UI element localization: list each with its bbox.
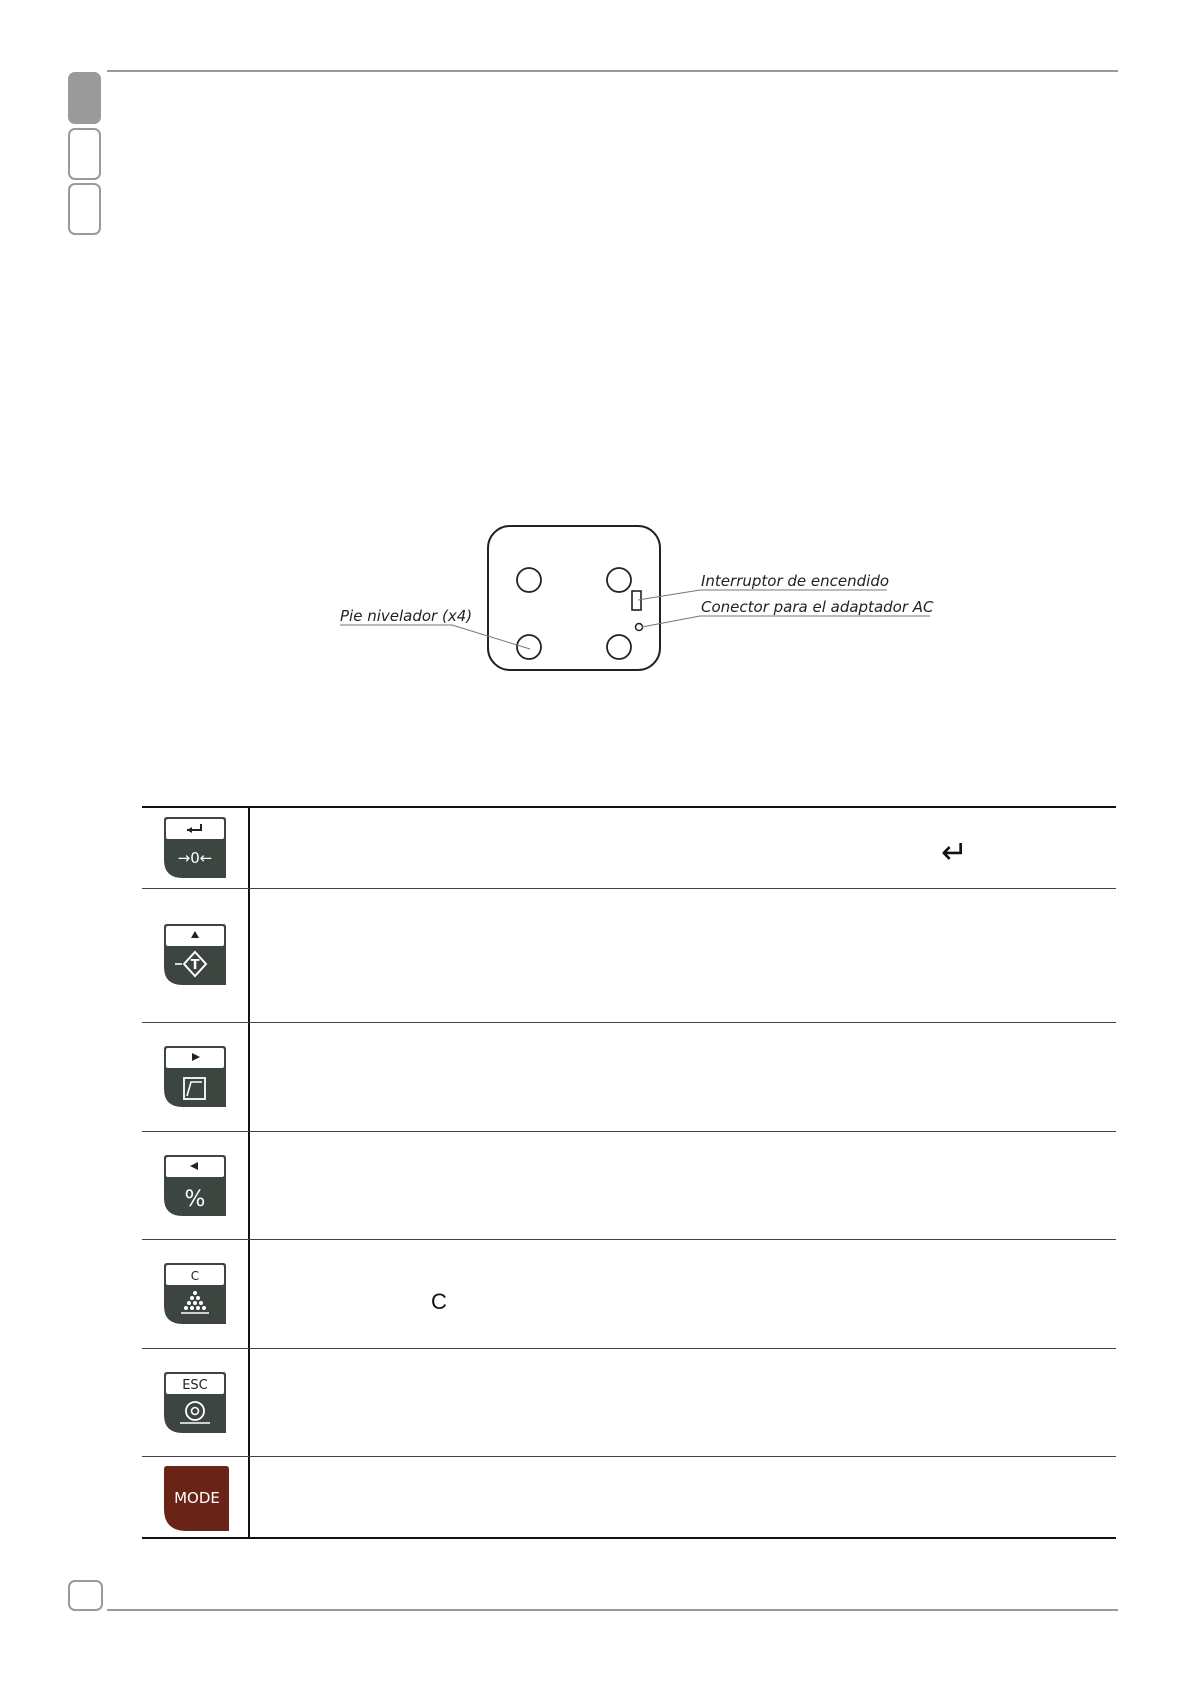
- page-number-box: [68, 1580, 103, 1611]
- svg-text:T: T: [190, 958, 200, 973]
- keys-table: [142, 806, 1116, 1539]
- section-tab-2[interactable]: [68, 128, 101, 180]
- svg-text:C: C: [190, 1269, 200, 1283]
- key-description: [249, 889, 1116, 1022]
- header-rule: [107, 70, 1118, 72]
- count-key-icon[interactable]: [163, 1262, 227, 1326]
- key-cell: [142, 889, 250, 1022]
- table-row: [142, 1239, 1116, 1348]
- key-cell: [142, 1023, 250, 1131]
- ac-connector-shape: [636, 624, 643, 631]
- zero-key-icon[interactable]: [163, 816, 227, 880]
- key-cell: [142, 1457, 250, 1537]
- tare-key-icon[interactable]: [163, 923, 227, 987]
- table-row: [142, 1022, 1116, 1131]
- svg-text:→0←: →0←: [177, 849, 213, 867]
- scale-bottom-diagram: [300, 510, 940, 680]
- leveling-foot: [607, 568, 631, 592]
- key-description: [249, 1349, 1116, 1456]
- svg-text:%: %: [184, 1187, 206, 1212]
- table-row: [142, 808, 1116, 888]
- power-switch-shape: [632, 591, 641, 610]
- key-cell: [142, 1240, 250, 1348]
- key-description: [249, 1457, 1116, 1537]
- key-description: [249, 1132, 1116, 1239]
- table-row: [142, 888, 1116, 1022]
- power-switch-label: Interruptor de encendido: [701, 572, 890, 590]
- key-description: [249, 1023, 1116, 1131]
- section-tab-3[interactable]: [68, 183, 101, 235]
- leveling-foot-label: Pie nivelador (x4): [340, 607, 473, 625]
- leveling-foot: [607, 635, 631, 659]
- table-row: [142, 1456, 1116, 1537]
- enter-glyph: ↵: [941, 834, 968, 870]
- table-row: [142, 1348, 1116, 1456]
- leveling-foot: [517, 568, 541, 592]
- key-cell: [142, 1132, 250, 1239]
- key-description: [249, 808, 1116, 888]
- key-description: [249, 1240, 1116, 1348]
- svg-text:ESC: ESC: [182, 1378, 208, 1393]
- leveling-foot: [517, 635, 541, 659]
- svg-text:MODE: MODE: [174, 1489, 220, 1507]
- percent-key-icon[interactable]: [163, 1154, 227, 1218]
- check-key-icon[interactable]: [163, 1045, 227, 1109]
- mode-key-icon[interactable]: [163, 1465, 230, 1532]
- table-row: [142, 1131, 1116, 1239]
- ac-connector-label: Conector para el adaptador AC: [701, 598, 934, 616]
- key-cell: [142, 808, 250, 888]
- section-tab-1[interactable]: [68, 72, 101, 124]
- esc-key-icon[interactable]: [163, 1371, 227, 1435]
- c-glyph: C: [431, 1289, 447, 1314]
- key-cell: [142, 1349, 250, 1456]
- footer-rule: [107, 1609, 1118, 1611]
